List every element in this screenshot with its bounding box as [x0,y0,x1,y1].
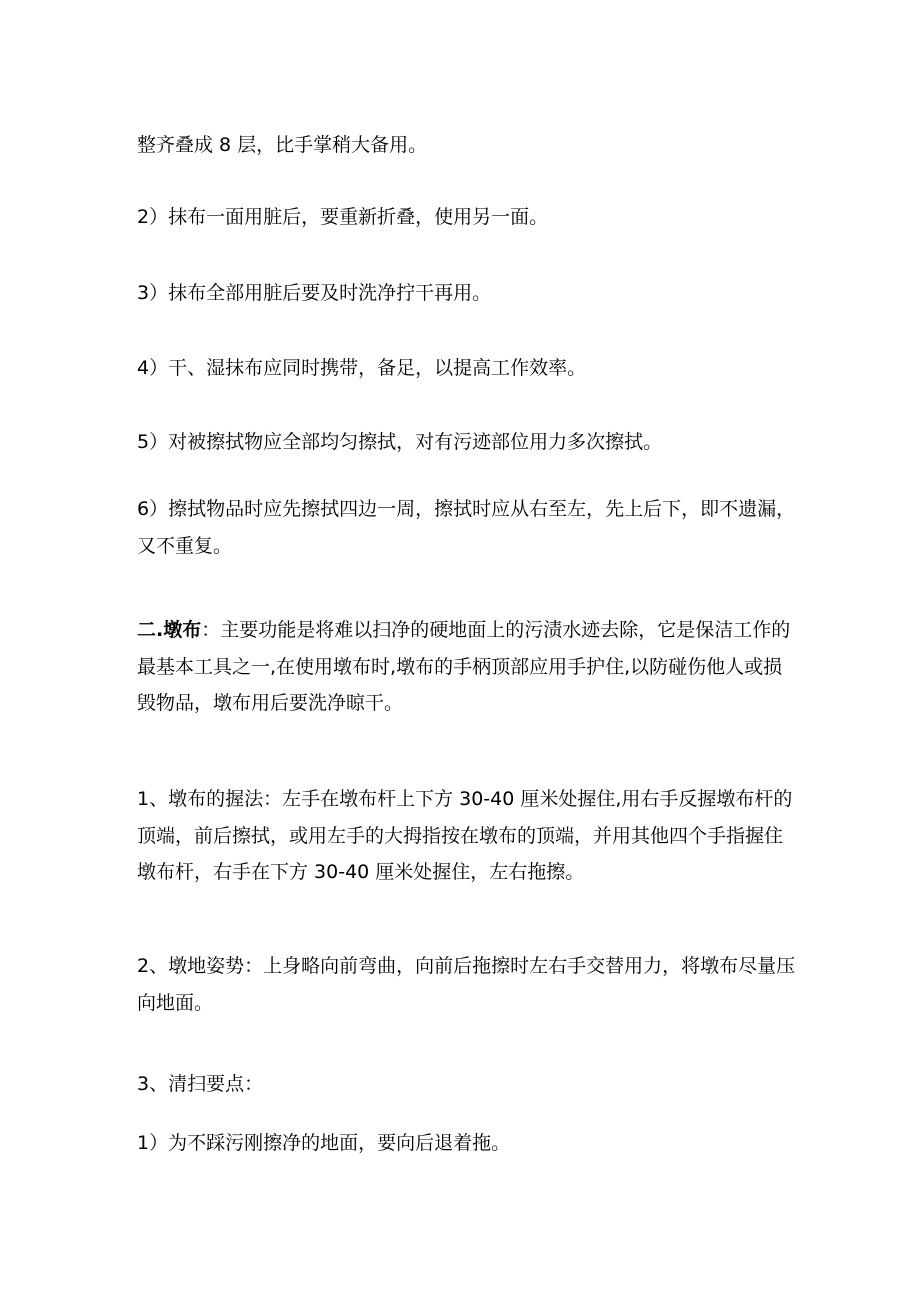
paragraph-rule-3: 3）抹布全部用脏后要及时洗净拧干再用。 [137,282,492,304]
paragraph-point-1: 1）为不踩污刚擦净的地面，要向后退着拖。 [137,1132,511,1154]
paragraph-rule-6: 6）擦拭物品时应先擦拭四边一周，擦拭时应从右至左，先上后下，即不遗漏，又不重复。 [137,498,796,557]
section-body-mop: ：主要功能是将难以扫净的硬地面上的污渍水迹去除，它是保洁工作的最基本工具之一,在使用墩布时,墩布的手柄顶部应用手护住,以防碰伤他人或损毁物品，墩布用后要洗净晾干。 [137,619,791,714]
paragraph-mop-section [137,612,797,722]
paragraph-mop-posture: 2、墩地姿势：上身略向前弯曲，向前后拖擦时左右手交替用力，将墩布尽量压向地面。 [137,955,796,1014]
paragraph-mop-grip: 1、墩布的握法：左手在墩布杆上下方 30-40 厘米处握住,用右手反握墩布杆的顶端，前后擦拭，或用左手的大拇指按在墩布的顶端，并用其他四个手指握住墩布杆，右手在下方 30-40 厘米处握住，左右拖擦。 [137,788,793,883]
paragraph-folding-layers: 整齐叠成 8 层，比手掌稍大备用。 [137,134,428,156]
paragraph-rule-5: 5）对被擦拭物应全部均匀擦拭，对有污迹部位用力多次擦拭。 [137,431,663,453]
paragraph-cleaning-points: 3、清扫要点： [137,1073,264,1095]
paragraph-rule-2: 2）抹布一面用脏后，要重新折叠，使用另一面。 [137,206,549,228]
section-heading-mop: 二.墩布 [137,619,202,641]
paragraph-rule-4: 4）干、湿抹布应同时携带，备足，以提高工作效率。 [137,357,587,379]
